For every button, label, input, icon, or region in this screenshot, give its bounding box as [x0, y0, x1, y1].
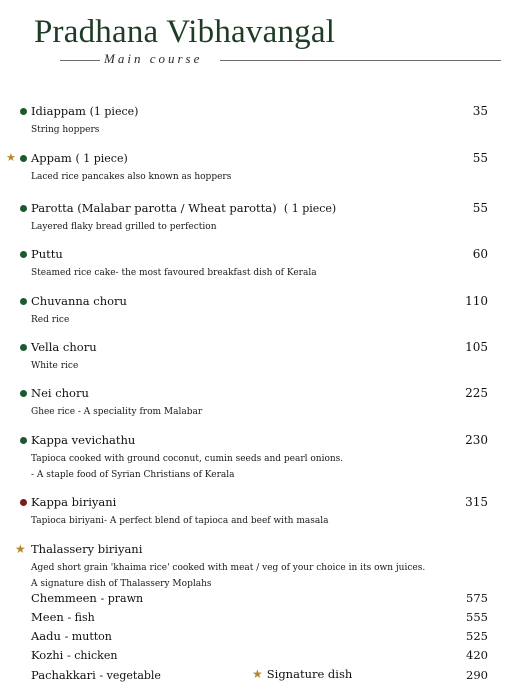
- item-price: 55: [472, 201, 488, 215]
- green-dot-icon: [20, 437, 27, 444]
- title-rule-right: [220, 60, 501, 61]
- option-price: 555: [466, 610, 488, 624]
- page-title: Pradhana Vibhavangal: [34, 14, 336, 50]
- item-description: Laced rice pancakes also known as hoppers: [31, 172, 232, 182]
- item-description: Tapioca cooked with ground coconut, cumin seeds and pearl onions.: [31, 454, 344, 464]
- star-icon: ★: [15, 542, 26, 556]
- item-description-line2: A signature dish of Thalassery Moplahs: [31, 579, 212, 589]
- item-description: Aged short grain 'khaima rice' cooked with meat / veg of your choice in its own juices.: [31, 563, 426, 573]
- option-price: 420: [466, 648, 488, 662]
- item-name: Appam ( 1 piece): [31, 151, 128, 165]
- star-icon: ★: [252, 667, 263, 681]
- option-name: Aadu - mutton: [31, 629, 112, 643]
- item-name: Vella choru: [31, 340, 97, 354]
- option-name: Kozhi - chicken: [31, 648, 118, 662]
- option-name: Pachakkari - vegetable: [31, 668, 161, 682]
- item-description: Tapioca biriyani- A perfect blend of tapioca and beef with masala: [31, 516, 329, 526]
- legend-label: Signature dish: [266, 667, 353, 681]
- item-description: White rice: [31, 361, 79, 371]
- item-description: Ghee rice - A speciality from Malabar: [31, 407, 203, 417]
- item-name: Kappa vevichathu: [31, 433, 136, 447]
- item-name: Nei choru: [31, 386, 89, 400]
- option-price: 525: [466, 629, 488, 643]
- item-description: String hoppers: [31, 125, 100, 135]
- option-price: 290: [466, 668, 488, 682]
- item-name: Parotta (Malabar parotta / Wheat parotta) ( 1 piece): [31, 201, 337, 215]
- green-dot-icon: [20, 108, 27, 115]
- item-price: 60: [472, 247, 488, 261]
- section-subtitle: Main course: [104, 51, 203, 66]
- item-description: Layered flaky bread grilled to perfection: [31, 222, 217, 232]
- signature-legend: [252, 667, 352, 682]
- biriyani-option-meen: [0, 610, 507, 626]
- title-rule-left: [60, 60, 100, 61]
- green-dot-icon: [20, 390, 27, 397]
- item-name: Puttu: [31, 247, 63, 261]
- green-dot-icon: [20, 205, 27, 212]
- item-price: 55: [472, 151, 488, 165]
- item-price: 225: [465, 386, 488, 400]
- item-price: 35: [472, 104, 488, 118]
- star-icon: ★: [6, 151, 16, 164]
- option-name: Chemmeen - prawn: [31, 591, 144, 605]
- item-price: 315: [465, 495, 488, 509]
- green-dot-icon: [20, 251, 27, 258]
- option-name: Meen - fish: [31, 610, 95, 624]
- item-name: Thalassery biriyani: [31, 542, 143, 556]
- green-dot-icon: [20, 298, 27, 305]
- biriyani-option-chemmeen: [0, 591, 507, 607]
- item-name: Chuvanna choru: [31, 294, 127, 308]
- item-price: 105: [465, 340, 488, 354]
- green-dot-icon: [20, 155, 27, 162]
- item-description: Steamed rice cake- the most favoured breakfast dish of Kerala: [31, 268, 317, 278]
- biriyani-option-aadu: [0, 629, 507, 645]
- red-dot-icon: [20, 499, 27, 506]
- item-description-line2: - A staple food of Syrian Christians of Kerala: [31, 470, 235, 480]
- item-name: Idiappam (1 piece): [31, 104, 139, 118]
- item-name: Kappa biriyani: [31, 495, 117, 509]
- biriyani-option-kozhi: [0, 648, 507, 664]
- option-price: 575: [466, 591, 488, 605]
- item-description: Red rice: [31, 315, 70, 325]
- item-price: 230: [465, 433, 488, 447]
- green-dot-icon: [20, 344, 27, 351]
- item-price: 110: [465, 294, 488, 308]
